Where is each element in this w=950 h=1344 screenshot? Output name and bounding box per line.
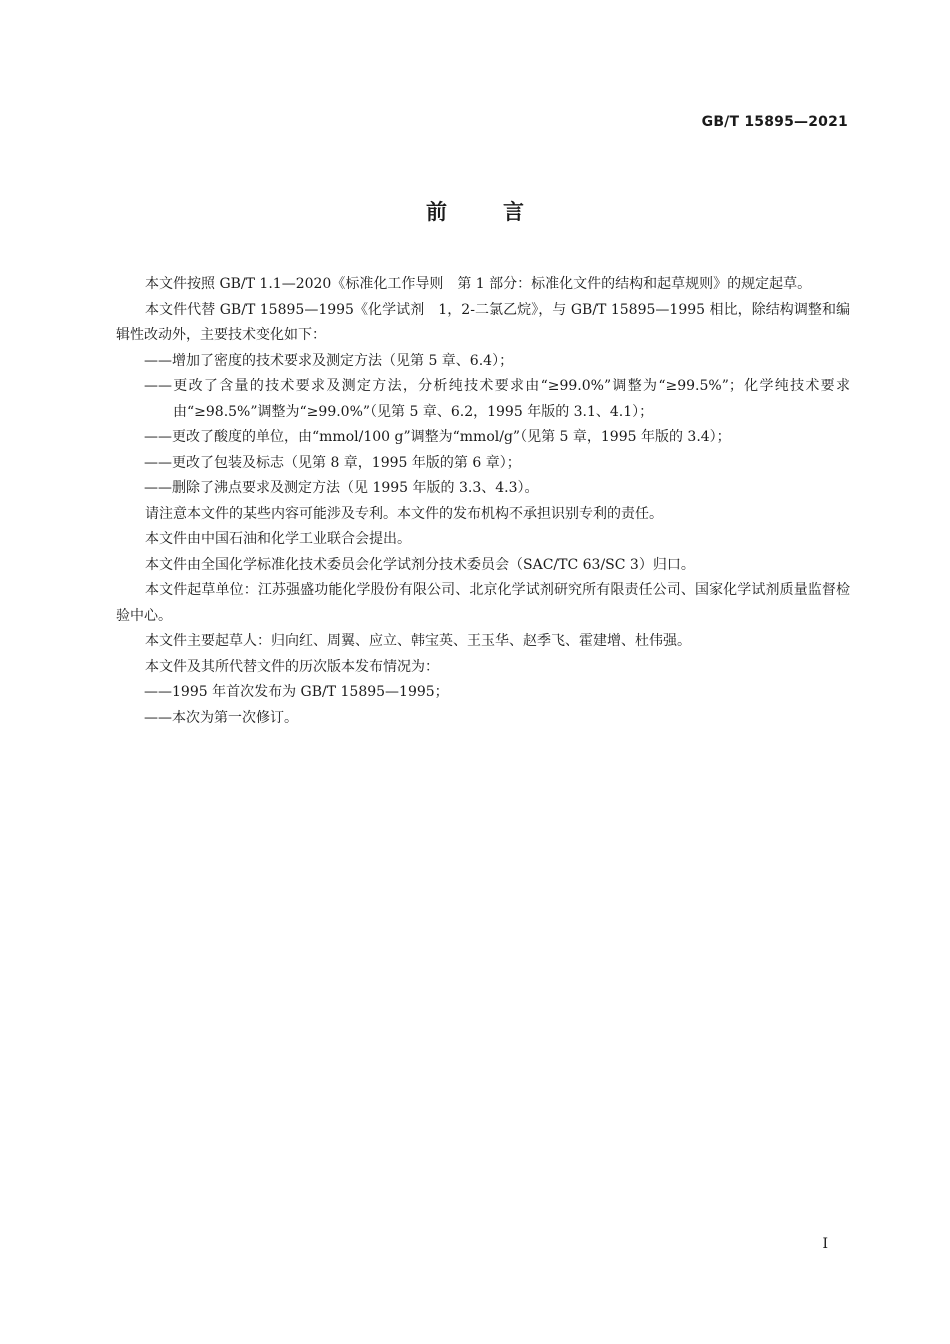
history-item-1995: ——1995 年首次发布为 GB/T 15895—1995； [144, 684, 449, 700]
paragraph-patent-notice: 请注意本文件的某些内容可能涉及专利。本文件的发布机构不承担识别专利的责任。 [145, 505, 663, 522]
change-item-acidity: ——更改了酸度的单位，由“mmol/100 g”调整为“mmol/g”（见第 5 章，1995 年版的 3.4）； [144, 429, 731, 445]
history-item-revision: ——本次为第一次修订。 [144, 709, 298, 726]
change-item-content: ——更改了含量的技术要求及测定方法，分析纯技术要求由“≥99.0%”调整为“≥99.5%”；化学纯技术要求由“≥98.5%”调整为“≥99.0%”（见第 5 章、6.2，1995 年版的 3.1、4.1）； [144, 378, 850, 420]
paragraph-version-history: 本文件及其所代替文件的历次版本发布情况为： [145, 658, 439, 675]
paragraph-committee: 本文件由全国化学标准化技术委员会化学试剂分技术委员会（SAC/TC 63/SC 3）归口。 [145, 556, 695, 573]
change-item-packaging: ——更改了包装及标志（见第 8 章，1995 年版的第 6 章）； [144, 454, 521, 471]
paragraph-proposer: 本文件由中国石油和化学工业联合会提出。 [145, 531, 411, 547]
document-code: GB/T 15895—2021 [701, 114, 848, 130]
paragraph-drafting-rules: 本文件按照 GB/T 1.1—2020《标准化工作导则 第 1 部分：标准化文件的结构和起草规则》的规定起草。 [145, 276, 812, 292]
foreword-body [116, 272, 850, 731]
paragraph-drafting-units: 本文件起草单位：江苏强盛功能化学股份有限公司、北京化学试剂研究所有限责任公司、国家化学试剂质量监督检验中心。 [116, 582, 850, 624]
change-item-density: ——增加了密度的技术要求及测定方法（见第 5 章、6.4）； [144, 352, 514, 369]
change-item-boiling-point: ——删除了沸点要求及测定方法（见 1995 年版的 3.3、4.3）。 [144, 480, 539, 496]
page-number: I [822, 1236, 828, 1252]
paragraph-drafters: 本文件主要起草人：归向红、周翼、应立、韩宝英、王玉华、赵季飞、霍建增、杜伟强。 [145, 633, 691, 649]
page-title: 前言 [426, 200, 580, 224]
paragraph-replacement: 本文件代替 GB/T 15895—1995《化学试剂 1，2-二氯乙烷》，与 GB/T 15895—1995 相比，除结构调整和编辑性改动外，主要技术变化如下： [116, 301, 850, 343]
